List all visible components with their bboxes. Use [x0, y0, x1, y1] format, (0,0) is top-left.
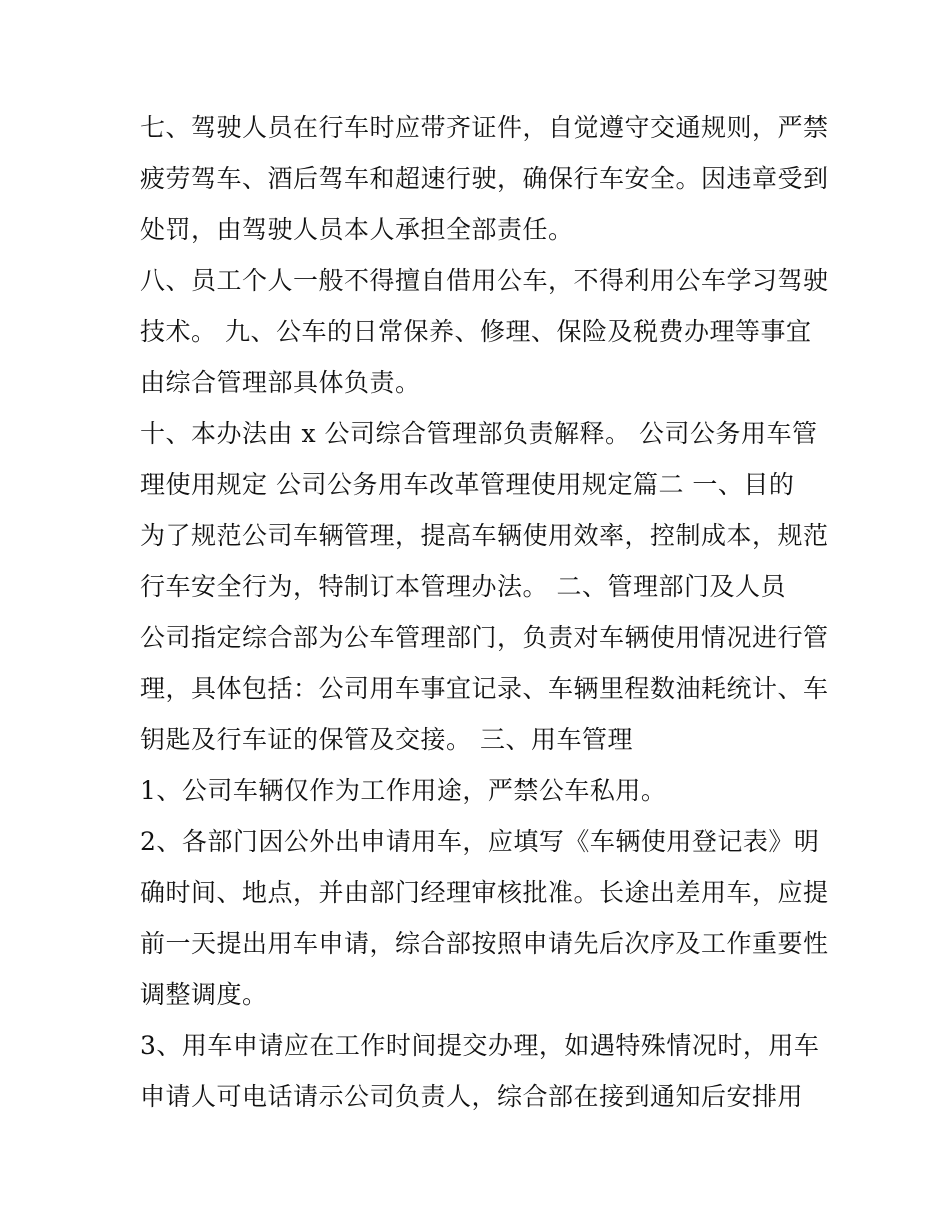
text-line: 确时间、地点，并由部门经理审核批准。长途出差用车，应提: [140, 878, 829, 907]
text-line: 疲劳驾车、酒后驾车和超速行驶，确保行车安全。因违章受到: [140, 164, 829, 193]
text-line: 3、用车申请应在工作时间提交办理，如遇特殊情况时，用车: [140, 1031, 820, 1060]
text-line: 八、员工个人一般不得擅自借用公车，不得利用公车学习驾驶: [140, 266, 829, 295]
text-line: 十、本办法由 x 公司综合管理部负责解释。 公司公务用车管: [140, 419, 818, 448]
text-line: 为了规范公司车辆管理，提高车辆使用效率，控制成本，规范: [140, 521, 829, 550]
text-line: 理，具体包括：公司用车事宜记录、车辆里程数油耗统计、车: [140, 674, 829, 703]
text-line: 技术。 九、公车的日常保养、修理、保险及税费办理等事宜: [140, 317, 812, 346]
text-line: 申请人可电话请示公司负责人，综合部在接到通知后安排用: [140, 1082, 804, 1111]
text-line: 处罚，由驾驶人员本人承担全部责任。: [140, 215, 574, 244]
text-line: 1、公司车辆仅作为工作用途，严禁公车私用。: [140, 776, 667, 805]
text-line: 行车安全行为，特制订本管理办法。 二、管理部门及人员: [140, 572, 786, 601]
text-line: 调整调度。: [140, 980, 268, 1009]
text-line: 七、驾驶人员在行车时应带齐证件，自觉遵守交通规则，严禁: [140, 113, 829, 142]
text-line: 由综合管理部具体负责。: [140, 368, 421, 397]
text-line: 前一天提出用车申请，综合部按照申请先后次序及工作重要性: [140, 929, 829, 958]
text-line: 公司指定综合部为公车管理部门，负责对车辆使用情况进行管: [140, 623, 829, 652]
text-line: 2、各部门因公外出申请用车，应填写《车辆使用登记表》明: [140, 827, 820, 856]
text-line: 钥匙及行车证的保管及交接。 三、用车管理: [140, 725, 633, 754]
text-line: 理使用规定 公司公务用车改革管理使用规定篇二 一、目的: [140, 470, 795, 499]
